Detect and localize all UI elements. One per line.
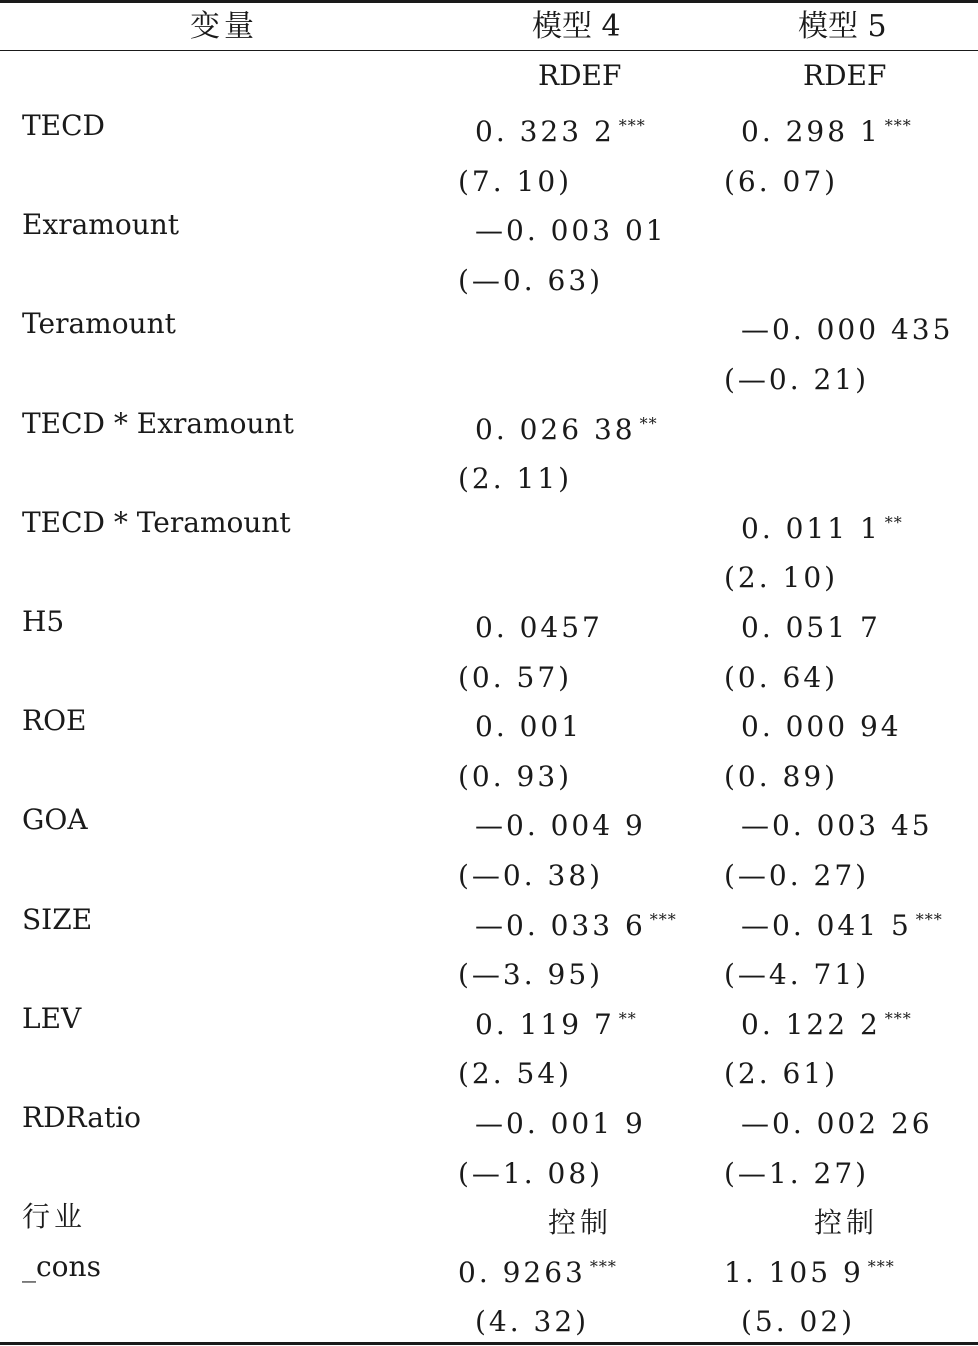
model-4-value: [475, 407, 658, 447]
model-5-value: [741, 407, 745, 447]
significance-stars: **: [639, 414, 658, 433]
coefficient-text: 0. 119 7: [475, 1008, 615, 1041]
coefficient-text: (2. 10): [724, 561, 839, 594]
model-4-value: [475, 803, 650, 843]
model-4-value: [475, 1101, 650, 1141]
model-5-value: [741, 803, 937, 843]
row-label: Teramount: [22, 307, 176, 340]
row-label: _cons: [22, 1250, 101, 1283]
coefficient-text: (—1. 08): [458, 1157, 604, 1190]
row-label: TECD: [22, 109, 105, 142]
model-4-value: [475, 506, 479, 546]
coefficient-text: (7. 10): [458, 165, 573, 198]
coefficient-text: (2. 61): [724, 1057, 839, 1090]
model-4-value: [458, 952, 607, 992]
model-4-value: [458, 1051, 576, 1091]
coefficient-text: (2. 11): [458, 462, 573, 495]
coefficient-text: —0. 041 5: [741, 909, 912, 942]
model-5-value: [724, 555, 842, 595]
model-5-value: [814, 1200, 882, 1240]
model-5-value: [741, 1101, 937, 1141]
coefficient-text: —0. 000 435: [741, 313, 954, 346]
model-4-value: [458, 1250, 617, 1290]
model-5-value: [741, 506, 903, 546]
model-5-value: [724, 952, 873, 992]
significance-stars: ***: [589, 1257, 617, 1276]
model-4-value: [475, 208, 671, 248]
coefficient-text: 0. 9263: [458, 1256, 586, 1289]
row-label: Exramount: [22, 208, 180, 241]
coefficient-text: 控制: [548, 1206, 613, 1239]
model-4-value: [458, 258, 607, 298]
coefficient-text: —0. 003 45: [741, 809, 933, 842]
model-4-value: [475, 307, 479, 347]
model-4-value: [458, 456, 576, 496]
row-label: SIZE: [22, 903, 93, 936]
coefficient-text: (—0. 63): [458, 264, 604, 297]
coefficient-text: —0. 004 9: [475, 809, 646, 842]
model-4-value: [548, 1200, 616, 1240]
significance-stars: ***: [915, 910, 943, 929]
coefficient-text: 1. 105 9: [724, 1256, 864, 1289]
significance-stars: **: [884, 513, 903, 532]
model-5-value: [724, 853, 873, 893]
coefficient-text: 0. 122 2: [741, 1008, 881, 1041]
coefficient-text: —0. 002 26: [741, 1107, 933, 1140]
row-label: H5: [22, 605, 65, 638]
coefficient-text: (0. 93): [458, 760, 573, 793]
coefficient-text: 0. 323 2: [475, 115, 615, 148]
model-4-value: [475, 605, 607, 645]
coefficient-text: —0. 033 6: [475, 909, 646, 942]
model-4-value: [458, 1151, 607, 1191]
model-5-value: [724, 1151, 873, 1191]
model-4-value: [458, 159, 576, 199]
model-4-value: [475, 1299, 593, 1339]
header-rule: [0, 50, 978, 51]
coefficient-text: (—0. 27): [724, 859, 870, 892]
model-4-value: [458, 357, 462, 397]
significance-stars: ***: [649, 910, 677, 929]
model-4-value: [458, 655, 576, 695]
coefficient-text: (—0. 38): [458, 859, 604, 892]
coefficient-text: 0. 026 38: [475, 413, 636, 446]
coefficient-text: (2. 54): [458, 1057, 573, 1090]
coefficient-text: (0. 57): [458, 661, 573, 694]
model-4-value: [475, 109, 646, 149]
coefficient-text: 控制: [814, 1206, 879, 1239]
coefficient-text: 0. 001: [475, 710, 583, 743]
significance-stars: ***: [867, 1257, 895, 1276]
row-label: LEV: [22, 1002, 82, 1035]
coefficient-text: (4. 32): [475, 1305, 590, 1338]
coefficient-text: 0. 0457: [475, 611, 603, 644]
significance-stars: **: [618, 1009, 637, 1028]
model-5-value: [741, 109, 912, 149]
model-5-value: [724, 1250, 895, 1290]
model-5-value: [741, 1002, 912, 1042]
coefficient-text: (6. 07): [724, 165, 839, 198]
significance-stars: ***: [884, 116, 912, 135]
model-5-value: [741, 903, 943, 943]
significance-stars: ***: [618, 116, 646, 135]
coefficient-text: 0. 000 94: [741, 710, 902, 743]
model-5-value: [724, 357, 873, 397]
model-5-value: [741, 605, 885, 645]
row-label: 行业: [22, 1200, 87, 1233]
model-5-value: [724, 1051, 842, 1091]
header-variable: 变量: [190, 9, 258, 44]
coefficient-text: (—3. 95): [458, 958, 604, 991]
header-model-5: 模型 5: [798, 9, 887, 44]
dependent-variable-model-4: RDEF: [538, 59, 622, 92]
model-4-value: [458, 555, 462, 595]
model-5-value: [724, 159, 842, 199]
model-4-value: [475, 704, 586, 744]
model-4-value: [458, 853, 607, 893]
header-model-4: 模型 4: [532, 9, 621, 44]
significance-stars: ***: [884, 1009, 912, 1028]
row-label: RDRatio: [22, 1101, 142, 1134]
model-5-value: [724, 258, 728, 298]
coefficient-text: —0. 001 9: [475, 1107, 646, 1140]
bottom-rule: [0, 1342, 978, 1345]
model-5-value: [724, 754, 842, 794]
coefficient-text: (0. 64): [724, 661, 839, 694]
coefficient-text: 0. 298 1: [741, 115, 881, 148]
coefficient-text: —0. 003 01: [475, 214, 667, 247]
row-label: ROE: [22, 704, 87, 737]
coefficient-text: (—1. 27): [724, 1157, 870, 1190]
top-rule: [0, 0, 978, 3]
coefficient-text: (—4. 71): [724, 958, 870, 991]
model-4-value: [458, 754, 576, 794]
dependent-variable-model-5: RDEF: [803, 59, 887, 92]
row-label: GOA: [22, 803, 88, 836]
coefficient-text: 0. 051 7: [741, 611, 881, 644]
row-label: TECD * Exramount: [22, 407, 294, 440]
model-5-value: [741, 704, 906, 744]
model-5-value: [724, 655, 842, 695]
row-label: TECD * Teramount: [22, 506, 291, 539]
model-5-value: [741, 307, 957, 347]
coefficient-text: (0. 89): [724, 760, 839, 793]
coefficient-text: 0. 011 1: [741, 512, 881, 545]
model-5-value: [741, 1299, 859, 1339]
coefficient-text: (—0. 21): [724, 363, 870, 396]
model-4-value: [475, 1002, 637, 1042]
model-5-value: [724, 456, 728, 496]
model-4-value: [475, 903, 677, 943]
coefficient-text: (5. 02): [741, 1305, 856, 1338]
model-5-value: [741, 208, 745, 248]
